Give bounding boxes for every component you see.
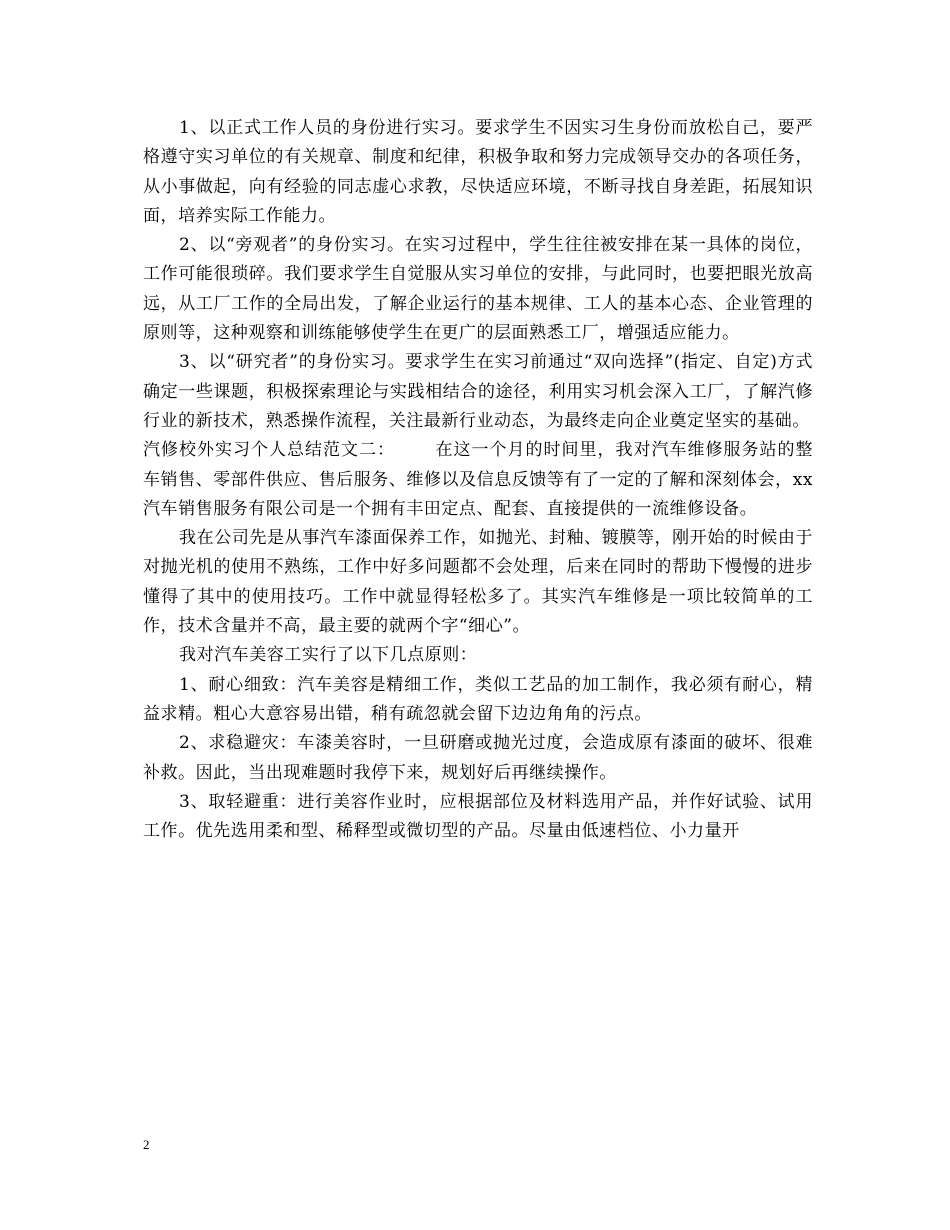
paragraph-6: 我对汽车美容工实行了以下几点原则：	[179, 645, 478, 666]
paragraph-1: 1、以正式工作人员的身份进行实习。要求学生不因实习生身份而放松自己，要严格遵守实习单位的有关规章、制度和纪律，积极争取和努力完成领导交办的各项任务，从小事做起，向有经验的同志虚心求教，尽快适应环境，不断寻找自身差距，拓展知识面，培养实际工作能力。	[143, 118, 813, 226]
paragraph-7: 1、耐心细致：汽车美容是精细工作，类似工艺品的加工制作，我必须有耐心，精益求精。粗心大意容易出错，稍有疏忽就会留下边边角角的污点。	[143, 674, 813, 724]
paragraph-3: 3、以“研究者”的身份实习。要求学生在实习前通过“双向选择”(指定、自定)方式确定一些课题，积极探索理论与实践相结合的途径，利用实习机会深入工厂，了解汽修行业的新技术，熟悉操作流程，关注最新行业动态，为最终走向企业奠定坚实的基础。	[143, 352, 813, 431]
paragraph-8: 2、求稳避灾：车漆美容时，一旦研磨或抛光过度，会造成原有漆面的破坏、很难补救。因此，当出现难题时我停下来，规划好后再继续操作。	[143, 733, 813, 783]
paragraph-2: 2、以“旁观者”的身份实习。在实习过程中，学生往往被安排在某一具体的岗位，工作可能很琐碎。我们要求学生自觉服从实习单位的安排，与此同时，也要把眼光放高远，从工厂工作的全局出发，了解企业运行的基本规律、工人的基本心态、企业管理的原则等，这种观察和训练能够使学生在更广的层面熟悉工厂，增强适应能力。	[143, 235, 813, 344]
page-number: 2	[143, 1137, 150, 1152]
paragraph-9: 3、取轻避重：进行美容作业时，应根据部位及材料选用产品，并作好试验、试用工作。优先选用柔和型、稀释型或微切型的产品。尽量由低速档位、小力量开	[143, 791, 813, 842]
paragraph-4	[143, 436, 813, 524]
section-heading: 汽修校外实习个人总结范文二：	[143, 440, 395, 461]
paragraph-4-text: 在这一个月的时间里，我对汽车维修服务站的整车销售、零部件供应、售后服务、维修以及信息反馈等有了一定的了解和深刻体会，xx汽车销售服务有限公司是一个拥有丰田定点、配套、直接提供的一流维修设备。	[143, 440, 813, 519]
paragraph-5: 我在公司先是从事汽车漆面保养工作，如抛光、封釉、镀膜等，刚开始的时候由于对抛光机的使用不熟练，工作中好多问题都不会处理，后来在同时的帮助下慢慢的进步懂得了其中的使用技巧。工作中就显得轻松多了。其实汽车维修是一项比较简单的工作，技术含量并不高，最主要的就两个字“细心”。	[143, 528, 813, 637]
document-body	[143, 114, 813, 846]
